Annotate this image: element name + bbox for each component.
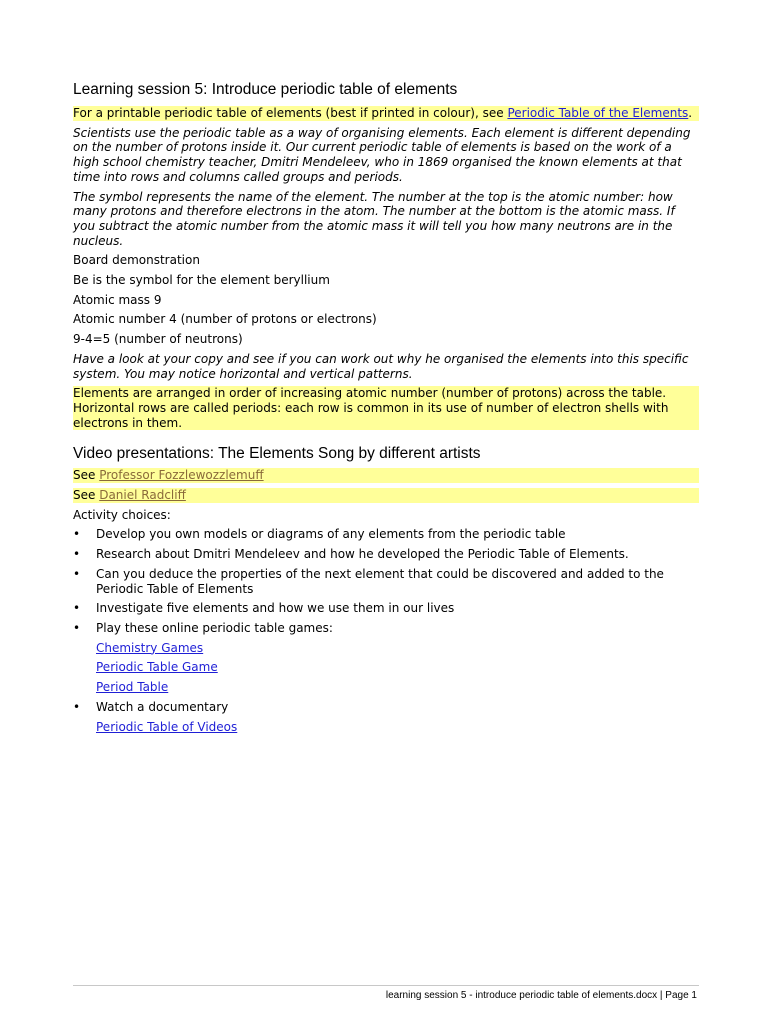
periodic-table-of-videos-link[interactable]: Periodic Table of Videos [96, 719, 238, 734]
see-line-2 [73, 488, 699, 503]
documentary-list [73, 700, 699, 715]
video-title: Video presentations: The Elements Song by different artists [73, 445, 481, 463]
list-item: • Develop you own models or diagrams of any elements from the periodic table [73, 527, 566, 542]
demo-line-2: Be is the symbol for the element beryllium [73, 273, 330, 288]
list-item: • Research about Dmitri Mendeleev and how he developed the Periodic Table of Elements. [73, 547, 629, 562]
professor-link[interactable]: Professor Fozzlewozzlemuff [99, 468, 264, 483]
printable-period: . [688, 106, 693, 120]
demo-line-1: Board demonstration [73, 253, 200, 268]
intro-paragraph-2: The symbol represents the name of the element. The number at the top is the atomic number: how many protons and therefore electrons in the atom. The number at the bottom is the atomic mass. If you subtract the atomic number from the atomic mass it will tell you how many neutrons are in the nucleus. [73, 189, 675, 248]
have-a-look-paragraph: Have a look at your copy and see if you can work out why he organised the elements into this specific system. You may notice horizontal and vertical patterns. [73, 351, 689, 381]
see-prefix: See [73, 468, 100, 483]
periodic-table-game-link[interactable]: Periodic Table Game [96, 660, 218, 675]
bullet-icon: • [73, 527, 81, 542]
bullet-icon: • [73, 601, 81, 616]
demo-line-5: 9-4=5 (number of neutrons) [73, 332, 243, 347]
see-prefix: See [73, 488, 100, 503]
intro-paragraph-1: Scientists use the periodic table as a way of organising elements. Each element is different depending on the number of protons inside it. Our current periodic table of elements is based on the work of a high school chemistry teacher, Dmitri Mendeleev, who in 1869 organised the known elements at that time into rows and columns called groups and periods. [73, 125, 691, 184]
activity-list [73, 527, 699, 635]
page-footer: learning session 5 - introduce periodic table of elements.docx | Page 1 [385, 990, 697, 1001]
periodic-table-link[interactable]: Periodic Table of the Elements [507, 106, 689, 120]
bullet-icon: • [73, 547, 81, 562]
list-item: • Watch a documentary [73, 699, 229, 714]
footer-divider [73, 985, 699, 986]
document-page [73, 80, 699, 739]
arranged-paragraph: Elements are arranged in order of increasing atomic number (number of protons) across the table. Horizontal rows are called periods: each row is common in its use of number of electron shells with electrons in them. [73, 386, 699, 430]
chemistry-games-link[interactable]: Chemistry Games [96, 640, 204, 655]
printable-text: For a printable periodic table of elements (best if printed in colour), see [73, 106, 508, 120]
documentary-links [73, 720, 699, 735]
demo-line-3: Atomic mass 9 [73, 292, 162, 307]
demo-line-4: Atomic number 4 (number of protons or electrons) [73, 312, 377, 327]
bullet-icon: • [73, 566, 81, 581]
session-title: Learning session 5: Introduce periodic table of elements [73, 81, 458, 98]
list-item: • Can you deduce the properties of the next element that could be discovered and added to the Periodic Table of Elements [73, 566, 664, 596]
bullet-icon: • [73, 699, 81, 714]
bullet-icon: • [73, 620, 81, 635]
list-item: • Investigate five elements and how we use them in our lives [73, 601, 455, 616]
list-item: • Play these online periodic table games: [73, 620, 333, 635]
period-table-link[interactable]: Period Table [96, 680, 169, 695]
printable-note [73, 106, 699, 121]
activity-heading: Activity choices: [73, 507, 171, 522]
see-line-1 [73, 468, 699, 483]
game-links [73, 641, 699, 695]
daniel-link[interactable]: Daniel Radcliff [99, 488, 186, 503]
